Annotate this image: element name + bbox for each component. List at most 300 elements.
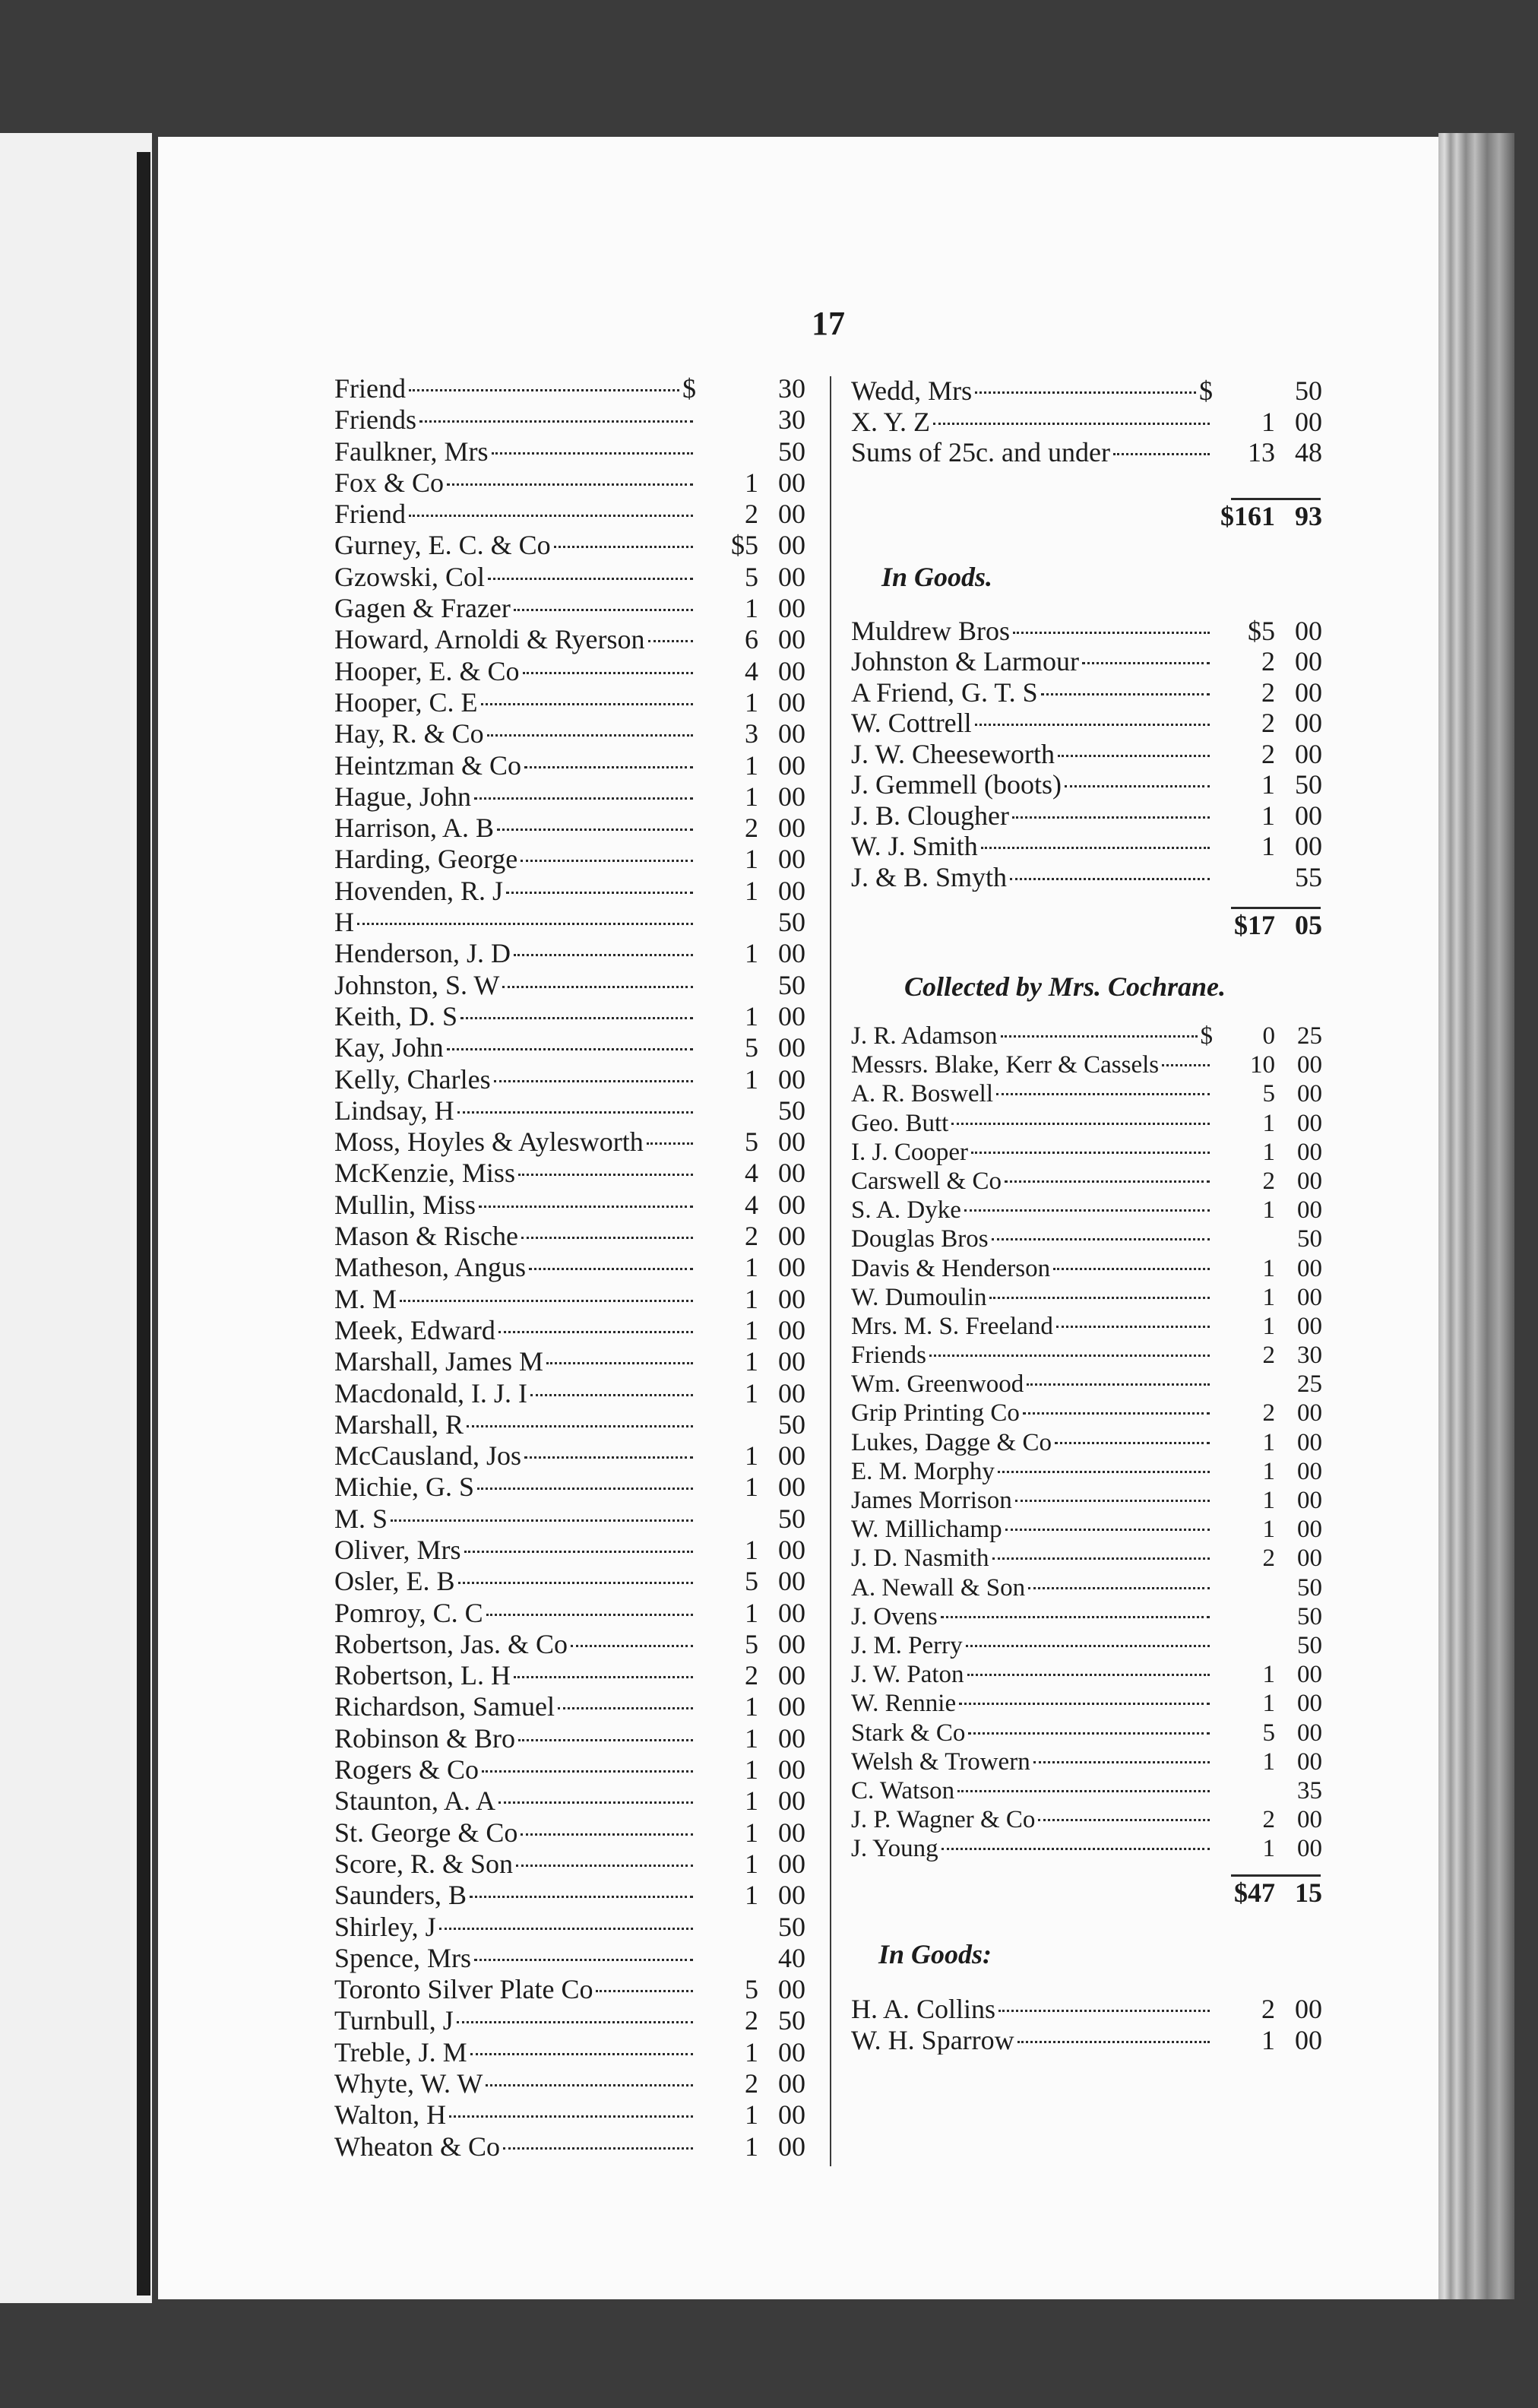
entry-dollars: 1 (1262, 1109, 1275, 1137)
entry-dollars: $5 (1248, 615, 1275, 645)
list-item (334, 372, 805, 404)
list-item (334, 1157, 805, 1188)
entry-dollars: 4 (745, 1189, 758, 1220)
list-item (334, 1000, 805, 1031)
entry-name: Osler, E. B (334, 1566, 455, 1597)
entry-cents: 00 (1297, 1690, 1322, 1718)
entry-dollars: 1 (745, 938, 758, 969)
list-item (334, 2099, 805, 2130)
entry-name: Pomroy, C. C (334, 1597, 483, 1628)
entry-name: J. & B. Smyth (851, 861, 1008, 892)
right-column (851, 375, 1322, 2055)
list-item (851, 1399, 1322, 1428)
entry-cents: 00 (778, 1974, 805, 2005)
entry-dollars: 1 (745, 749, 758, 781)
entry-cents: 00 (778, 938, 805, 969)
leader-dots (400, 1300, 693, 1302)
facing-page (0, 133, 152, 2303)
entry-cents: 50 (778, 2005, 805, 2036)
entry-name: W. Cottrell (851, 708, 972, 738)
entry-dollars: 2 (1261, 646, 1275, 676)
entry-dollars: 0 (1262, 1022, 1275, 1050)
entry-cents: 00 (778, 1534, 805, 1565)
leader-dots (391, 1519, 693, 1522)
entry-cents: 00 (1297, 1516, 1322, 1544)
entry-name: Treble, J. M (334, 2036, 467, 2067)
total-dollars: $17 (1234, 910, 1275, 940)
list-item (851, 1993, 1322, 2024)
entry-cents: 00 (778, 813, 805, 844)
entry-dollars: 1 (1262, 1283, 1275, 1311)
list-item (334, 1817, 805, 1848)
entry-cents: 00 (778, 1314, 805, 1345)
entry-dollars: $5 (731, 530, 758, 561)
leader-dots (1041, 693, 1210, 695)
entry-cents: 00 (778, 749, 805, 781)
list-item (851, 1255, 1322, 1284)
entry-dollars: 1 (745, 1880, 758, 1911)
entry-dollars: 1 (1262, 1747, 1275, 1776)
entry-cents: 00 (778, 1440, 805, 1472)
left-column (334, 372, 805, 2162)
list-item (851, 1748, 1322, 1777)
entry-dollars: 2 (1262, 1342, 1275, 1370)
leader-dots (479, 1206, 693, 1208)
leader-dots (1082, 662, 1210, 664)
leader-dots (957, 1790, 1210, 1792)
page-edges (1438, 133, 1514, 2299)
entry-cents: 00 (1297, 1312, 1322, 1340)
list-item (334, 749, 805, 781)
entry-name: C. Watson (851, 1776, 955, 1804)
entry-cents: 50 (778, 907, 805, 938)
entry-name: Mullin, Miss (334, 1189, 476, 1220)
entry-name: Harding, George (334, 844, 518, 875)
leader-dots (409, 389, 679, 391)
list-item (851, 1313, 1322, 1342)
entry-name: Carswell & Co (851, 1167, 1002, 1195)
entry-name: Grip Printing Co (851, 1399, 1020, 1427)
entry-cents: 00 (778, 1377, 805, 1408)
column-divider (830, 376, 831, 2166)
entry-cents: 00 (1297, 1457, 1322, 1485)
leader-dots (1005, 1529, 1210, 1531)
leader-dots (933, 423, 1210, 425)
entry-dollars: 1 (745, 1346, 758, 1377)
entry-cents: 25 (1297, 1022, 1322, 1050)
list-item (334, 498, 805, 529)
entry-name: Meek, Edward (334, 1314, 495, 1345)
leader-dots (492, 452, 693, 455)
list-item (334, 467, 805, 498)
entry-name: Friends (334, 404, 416, 436)
entry-cents: 00 (778, 467, 805, 498)
leader-dots (464, 1551, 693, 1553)
list-item (334, 1283, 805, 1314)
leader-dots (998, 2010, 1210, 2012)
list-item (334, 1785, 805, 1816)
section-heading: Collected by Mrs. Cochrane. (904, 971, 1226, 1002)
leader-dots (487, 734, 693, 737)
leader-dots (996, 1093, 1210, 1095)
entry-cents: 00 (1297, 1080, 1322, 1108)
list-item (334, 1565, 805, 1596)
entry-name: W. H. Sparrow (851, 2024, 1014, 2055)
leader-dots (1113, 453, 1210, 455)
leader-dots (486, 2084, 693, 2086)
entry-cents: 50 (778, 1503, 805, 1534)
entry-cents: 00 (778, 1346, 805, 1377)
leader-dots (357, 923, 693, 925)
leader-dots (941, 1848, 1210, 1850)
entry-name: J. R. Adamson (851, 1022, 998, 1050)
leader-dots (1065, 785, 1210, 787)
leader-dots (1017, 2041, 1210, 2043)
entry-name: H. A. Collins (851, 1994, 996, 2024)
entry-cents: 40 (778, 1942, 805, 1973)
leader-dots (989, 1297, 1210, 1299)
list-item (851, 768, 1322, 800)
entry-cents: 50 (778, 969, 805, 1000)
entry-cents: 00 (1295, 406, 1322, 436)
leader-dots (467, 1425, 693, 1427)
entry-dollars: 2 (745, 813, 758, 844)
leader-dots (981, 847, 1210, 849)
entry-name: W. Millichamp (851, 1516, 1002, 1544)
list-item (851, 436, 1322, 467)
list-item (851, 1545, 1322, 1573)
entry-dollars: 1 (1261, 2024, 1275, 2055)
total-row (851, 909, 1322, 940)
entry-name: Marshall, James M (334, 1346, 543, 1377)
entry-dollars: 1 (1262, 1661, 1275, 1689)
leader-dots (521, 1237, 693, 1239)
entry-dollars: 1 (745, 875, 758, 906)
entry-dollars: 1 (745, 1534, 758, 1565)
list-item (334, 1848, 805, 1879)
entry-dollars: 1 (745, 1252, 758, 1283)
entry-name: Spence, Mrs (334, 1942, 471, 1973)
entry-name: J. W. Cheeseworth (851, 738, 1055, 768)
leader-dots (941, 1616, 1210, 1618)
list-item (851, 1370, 1322, 1399)
entry-name: Turnbull, J (334, 2005, 454, 2036)
entry-cents: 00 (1297, 1428, 1322, 1456)
leader-dots (1162, 1064, 1210, 1066)
entry-name: Moss, Hoyles & Aylesworth (334, 1126, 644, 1158)
list-item (851, 1168, 1322, 1196)
list-item (334, 1189, 805, 1220)
entry-name: Davis & Henderson (851, 1254, 1051, 1282)
list-item (851, 1661, 1322, 1690)
entry-dollars: 5 (745, 1566, 758, 1597)
entry-dollars: 5 (1262, 1719, 1275, 1747)
entry-name: Toronto Silver Plate Co (334, 1974, 593, 2005)
entry-cents: 00 (778, 1000, 805, 1031)
entry-dollars: 1 (1262, 1312, 1275, 1340)
entry-name: Macdonald, I. J. I (334, 1377, 527, 1408)
list-item (851, 707, 1322, 738)
entry-dollars: 1 (745, 1314, 758, 1345)
entry-cents: 00 (1295, 738, 1322, 768)
entry-name: James Morrison (851, 1487, 1012, 1514)
entry-cents: 00 (1297, 1196, 1322, 1225)
entry-cents: 00 (1297, 1835, 1322, 1863)
leader-dots (488, 578, 693, 580)
list-item (334, 937, 805, 968)
entry-name: Wheaton & Co (334, 2131, 500, 2162)
section-heading: In Goods. (881, 562, 993, 592)
list-item (851, 1458, 1322, 1487)
leader-dots (1015, 1500, 1210, 1502)
entry-cents: 00 (1295, 1994, 1322, 2024)
entry-name: J. M. Perry (851, 1631, 963, 1659)
entry-cents: 00 (778, 1597, 805, 1628)
list-item (334, 1251, 805, 1282)
list-item (851, 800, 1322, 831)
list-item (334, 906, 805, 937)
leader-dots (494, 1080, 693, 1082)
entry-name: Muldrew Bros (851, 615, 1010, 645)
list-item (851, 375, 1322, 406)
entry-name: Fox & Co (334, 467, 445, 498)
entry-dollars: 1 (745, 1691, 758, 1722)
leader-dots (647, 1142, 693, 1145)
leader-dots (992, 1557, 1210, 1560)
entry-dollars: 5 (745, 1126, 758, 1158)
list-item (851, 406, 1322, 437)
entry-dollars: 1 (1262, 1254, 1275, 1282)
entry-dollars: 1 (745, 2131, 758, 2162)
entry-name: St. George & Co (334, 1817, 518, 1848)
entry-name: A Friend, G. T. S (851, 676, 1038, 707)
list-right-top (851, 375, 1322, 467)
leader-dots (457, 2021, 693, 2023)
leader-dots (460, 1017, 693, 1019)
entry-name: Robertson, L. H (334, 1660, 511, 1691)
list-item (334, 812, 805, 843)
list-item (851, 1690, 1322, 1719)
entry-name: Johnston, S. W (334, 969, 500, 1000)
book-gutter (137, 152, 150, 2296)
entry-cents: 00 (778, 1660, 805, 1691)
entry-name: Shirley, J (334, 1911, 436, 1942)
entry-cents: 00 (778, 844, 805, 875)
entry-name: Michie, G. S (334, 1472, 474, 1503)
leader-dots (1033, 1761, 1210, 1763)
entry-name: J. P. Wagner & Co (851, 1806, 1036, 1834)
list-item (851, 1603, 1322, 1632)
entry-cents: 00 (1297, 1051, 1322, 1079)
entry-name: S. A. Dyke (851, 1196, 961, 1225)
leader-dots (482, 1770, 693, 1773)
list-item (334, 1942, 805, 1973)
leader-dots (486, 1614, 693, 1616)
entry-name: Robertson, Jas. & Co (334, 1628, 568, 1659)
list-item (334, 686, 805, 718)
leader-dots (959, 1703, 1210, 1705)
entry-cents: 00 (1295, 646, 1322, 676)
entry-cents: 50 (778, 1095, 805, 1126)
list-item (334, 1440, 805, 1471)
list-item (851, 1719, 1322, 1748)
entry-dollars: 2 (745, 1660, 758, 1691)
entry-name: Hay, R. & Co (334, 718, 484, 749)
leader-dots (1023, 1412, 1210, 1415)
entry-dollars: 2 (1261, 708, 1275, 738)
entry-name: Heintzman & Co (334, 749, 521, 781)
entry-dollars: 5 (745, 1974, 758, 2005)
entry-name: Geo. Butt (851, 1109, 949, 1137)
list-item (851, 1574, 1322, 1603)
entry-cents: 00 (778, 1817, 805, 1848)
entry-cents: 00 (1297, 1138, 1322, 1166)
entry-dollars: 1 (745, 593, 758, 624)
leader-dots (1056, 1326, 1210, 1328)
list-item (334, 655, 805, 686)
entry-cents: 30 (778, 373, 805, 404)
list-item (851, 1342, 1322, 1370)
entry-name: Marshall, R (334, 1408, 464, 1440)
entry-dollars: 1 (745, 1063, 758, 1095)
entry-dollars: 1 (745, 1754, 758, 1785)
entry-name: H (334, 907, 354, 938)
list-item (851, 1110, 1322, 1139)
leader-dots (481, 703, 693, 705)
entry-cents: 00 (1297, 1661, 1322, 1689)
entry-dollars: 1 (745, 844, 758, 875)
list-item (334, 1063, 805, 1095)
leader-dots (1027, 1383, 1210, 1386)
leader-dots (530, 1394, 693, 1396)
entry-cents: 00 (778, 686, 805, 718)
entry-cents: 00 (1297, 1399, 1322, 1427)
entry-dollars: 2 (745, 2068, 758, 2099)
list-item (334, 1754, 805, 1785)
entry-name: J. Young (851, 1835, 938, 1863)
entry-cents: 48 (1295, 437, 1322, 467)
entry-name: Howard, Arnoldi & Ryerson (334, 624, 645, 655)
leader-dots (1058, 755, 1210, 757)
list-item (334, 2036, 805, 2067)
list-item (334, 843, 805, 874)
entry-cents: 00 (778, 781, 805, 812)
entry-name: Sums of 25c. and under (851, 437, 1110, 467)
entry-dollars: 1 (745, 1377, 758, 1408)
entry-name: Gzowski, Col (334, 561, 485, 592)
entry-name: M. S (334, 1503, 388, 1534)
list-item (334, 2004, 805, 2036)
leader-dots (596, 1990, 693, 1992)
entry-name: I. J. Cooper (851, 1138, 968, 1166)
leader-dots (523, 672, 693, 674)
leader-dots (546, 1362, 693, 1364)
leader-dots (514, 1676, 693, 1678)
entry-dollars: 1 (1262, 1690, 1275, 1718)
entry-cents: 25 (1297, 1370, 1322, 1399)
list-item (334, 1534, 805, 1565)
total-cents: 05 (1295, 910, 1322, 940)
entry-cents: 50 (1297, 1225, 1322, 1253)
list-item (851, 1429, 1322, 1458)
entry-dollars: 1 (745, 1817, 758, 1848)
leader-dots (1028, 1587, 1210, 1589)
entry-name: Messrs. Blake, Kerr & Cassels (851, 1051, 1160, 1079)
entry-name: Oliver, Mrs (334, 1534, 461, 1565)
entry-name: Mrs. M. S. Freeland (851, 1312, 1053, 1340)
entry-cents: 00 (1297, 1747, 1322, 1776)
entry-cents: 00 (1297, 1283, 1322, 1311)
list-item (334, 1911, 805, 1942)
entry-dollars: 1 (1262, 1457, 1275, 1485)
entry-cents: 00 (778, 718, 805, 749)
leader-dots (524, 766, 693, 768)
entry-cents: 00 (778, 1283, 805, 1314)
entry-name: Lukes, Dagge & Co (851, 1428, 1052, 1456)
leader-dots (929, 1354, 1210, 1357)
entry-name: Henderson, J. D (334, 938, 511, 969)
entry-name: Hague, John (334, 781, 471, 812)
list-item (334, 781, 805, 812)
entry-dollars: 2 (1261, 1994, 1275, 2024)
list-item (851, 1022, 1322, 1051)
entry-cents: 00 (778, 1848, 805, 1879)
entry-name: J. D. Nasmith (851, 1545, 989, 1573)
list-item (851, 676, 1322, 708)
entry-cents: 00 (778, 1063, 805, 1095)
list-item (334, 2067, 805, 2099)
entry-name: M. M (334, 1283, 397, 1314)
total-dollars: $47 (1234, 1877, 1275, 1908)
entry-cents: 00 (778, 1032, 805, 1063)
list-item (334, 1314, 805, 1345)
entry-dollars: 4 (745, 1158, 758, 1189)
leader-dots (498, 1331, 693, 1333)
list-item (334, 561, 805, 592)
entry-dollars: 1 (745, 2099, 758, 2131)
leader-dots (521, 860, 693, 862)
entry-cents: 00 (778, 1252, 805, 1283)
leader-dots (1001, 1035, 1198, 1038)
list-item (334, 1597, 805, 1628)
entry-cents: 55 (1295, 861, 1322, 892)
page-number: 17 (812, 305, 845, 342)
entry-cents: 00 (778, 1126, 805, 1158)
entry-name: McKenzie, Miss (334, 1158, 515, 1189)
entry-name: Friend (334, 499, 406, 530)
entry-cents: 00 (778, 2131, 805, 2162)
entry-dollars: 1 (745, 2036, 758, 2067)
leader-dots (470, 2053, 693, 2055)
entry-cents: 00 (778, 1722, 805, 1754)
list-item (851, 2024, 1322, 2055)
entry-cents: 30 (1297, 1342, 1322, 1370)
leader-dots (439, 1928, 693, 1930)
entry-name: Kay, John (334, 1032, 444, 1063)
entry-dollars: 2 (1261, 738, 1275, 768)
entry-name: Staunton, A. A (334, 1785, 496, 1817)
leader-dots (521, 1833, 693, 1836)
entry-name: J. Ovens (851, 1602, 938, 1630)
list-item (334, 2131, 805, 2162)
total-dollars: $161 (1220, 500, 1275, 531)
list-item (851, 1196, 1322, 1225)
entry-dollars: 6 (745, 624, 758, 655)
leader-dots (474, 1959, 693, 1961)
list-item (851, 1835, 1322, 1864)
entry-cents: 50 (778, 436, 805, 467)
leader-dots (1055, 1442, 1210, 1444)
